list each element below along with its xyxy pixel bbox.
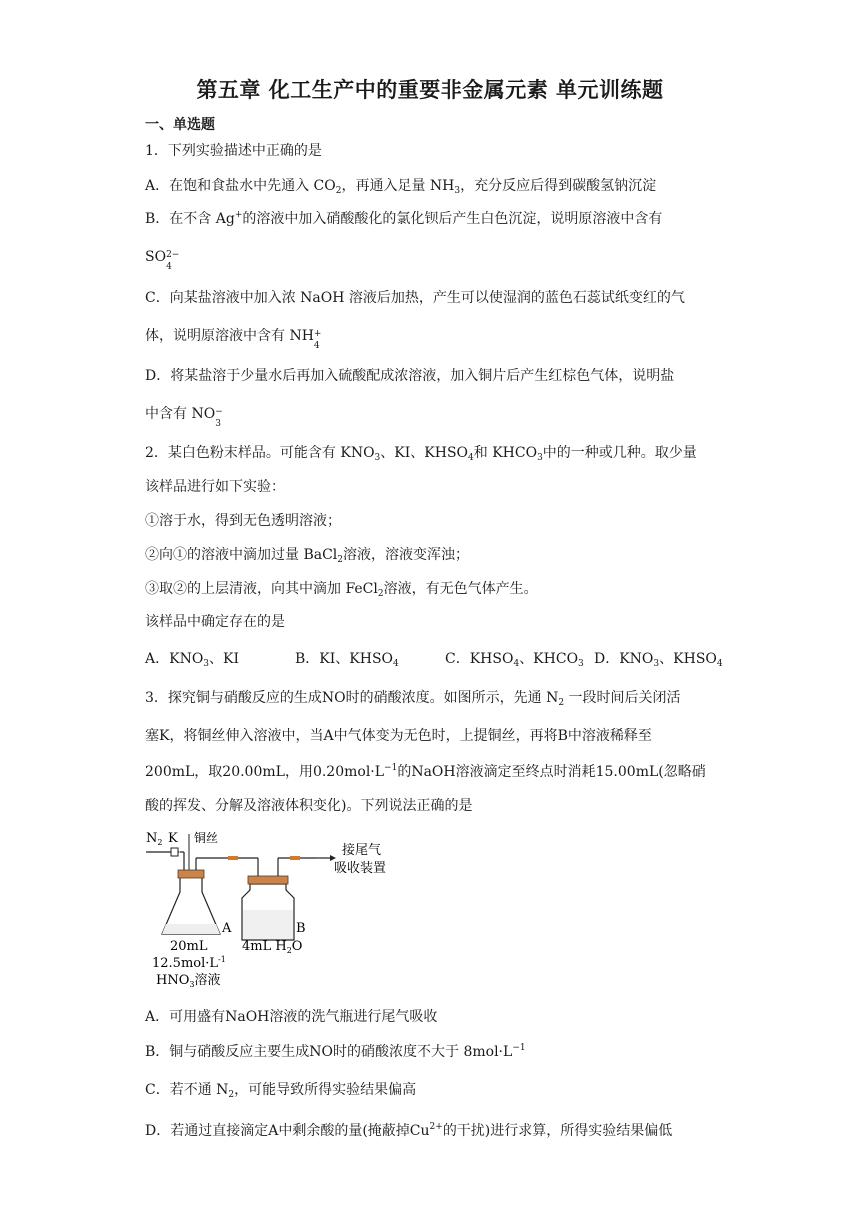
q3-option-a: A．可用盛有NaOH溶液的洗气瓶进行尾气吸收 [145, 1009, 438, 1025]
flask-a-solution [162, 924, 220, 934]
q2-option-a: A．$KNO_3$、KI [145, 651, 240, 669]
q2-ask: 该样品中确定存在的是 [145, 614, 285, 630]
tail-gas-label-1: 接尾气 [342, 843, 382, 858]
apparatus-figure [140, 828, 400, 988]
flask-a-volume: 20mL [170, 939, 208, 954]
rubber-joint-1 [228, 856, 238, 860]
rubber-joint-2 [290, 856, 300, 860]
flask-a-stopper [178, 870, 204, 878]
q1-option-c: C．向某盐溶液中加入浓 NaOH 溶液后加热，产生可以使湿润的蓝色石蕊试纸变红的气 [145, 290, 685, 306]
bottle-b-stopper [248, 876, 288, 884]
q3-stem-4: 酸的挥发、分解及溶液体积变化)。下列说法正确的是 [145, 798, 473, 814]
page-title: 第五章 化工生产中的重要非金属元素 单元训练题 [196, 78, 664, 102]
tail-gas-label-2: 吸收装置 [334, 861, 387, 876]
k-label: K [168, 831, 178, 846]
q3-stem-2: 塞K，将铜丝伸入溶液中，当A中气体变为无色时，上提铜丝，再将B中溶液稀释至 [145, 728, 652, 744]
q2-option-d: D．$KNO_3$、$KHSO_4$ [594, 651, 723, 669]
q3-option-d: D．若通过直接滴定A中剩余酸的量(掩蔽掉$Cu^{2+}$的干扰)进行求算，所得实验结果偏低 [145, 1122, 673, 1139]
q2-stem: 2．某白色粉末样品。可能含有 $KNO_3$、KI、$KHSO_4$和 $KHCO_3$中的一种或几种。取少量 [145, 445, 697, 463]
q2-step-1: ①溶于水，得到无色透明溶液； [145, 513, 341, 529]
q2-step-2: ②向①的溶液中滴加过量 BaCl$_2$溶液，溶液变浑浊； [145, 547, 470, 565]
flask-a-label: A [222, 921, 232, 936]
q3-stem-1: 3．探究铜与硝酸反应的生成NO时的硝酸浓度。如图所示，先通 $N_2$ 一段时间后关闭活 [145, 690, 681, 708]
q1-option-c-cont: 体，说明原溶液中含有 NH + 4 [145, 328, 322, 351]
stopcock-k [171, 848, 178, 856]
section-heading: 一、单选题 [145, 117, 215, 133]
q2-option-c: C．$KHSO_4$、$KHCO_3$ [445, 651, 584, 669]
q1-option-a: A．在饱和食盐水中先通入 $CO_2$，再通入足量 $NH_3$，充分反应后得到碳酸氢钠沉淀 [145, 178, 657, 196]
flask-a-solution-label: $HNO_3$溶液 [156, 973, 221, 988]
q2-stem-cont: 该样品进行如下实验： [145, 479, 285, 495]
q3-option-b: B．铜与硝酸反应主要生成NO时的硝酸浓度不大于 $8mol\cdot L^{-1}$ [145, 1043, 526, 1060]
q1-option-d-cont: 中含有 NO − 3 [145, 406, 223, 429]
q1-option-b: B．在不含 Ag+的溶液中加入硝酸酸化的氯化钡后产生白色沉淀，说明原溶液中含有 [145, 210, 663, 227]
bottle-b-label: B [296, 921, 306, 936]
flask-a-concentration: $12.5mol\cdot L^{-1}$ [152, 955, 226, 971]
q3-stem-3: 200mL，取20.00mL，用$0.20mol\cdot L^{-1}$的NaOH溶液滴定至终点时消耗15.00mL(忽略硝 [145, 763, 706, 780]
n2-label: $N_2$ [146, 831, 163, 847]
q2-step-3: ③取②的上层清液，向其中滴加 FeCl$_2$溶液，有无色气体产生。 [145, 581, 538, 599]
copper-wire-label: 铜丝 [194, 831, 219, 845]
q3-option-c: C．若不通 $N_2$，可能导致所得实验结果偏高 [145, 1082, 417, 1100]
bottle-b-water [243, 910, 293, 939]
q2-option-b: B．KI、$KHSO_4$ [295, 651, 399, 669]
q1-option-d: D．将某盐溶于少量水后再加入硫酸配成浓溶液，加入铜片后产生红棕色气体，说明盐 [145, 368, 675, 384]
q1-stem: 1．下列实验描述中正确的是 [145, 143, 322, 159]
q1-option-b-cont: SO 2− 4 [145, 249, 180, 272]
bottle-b-content-label: 4mL $H_2O$ [242, 939, 303, 955]
